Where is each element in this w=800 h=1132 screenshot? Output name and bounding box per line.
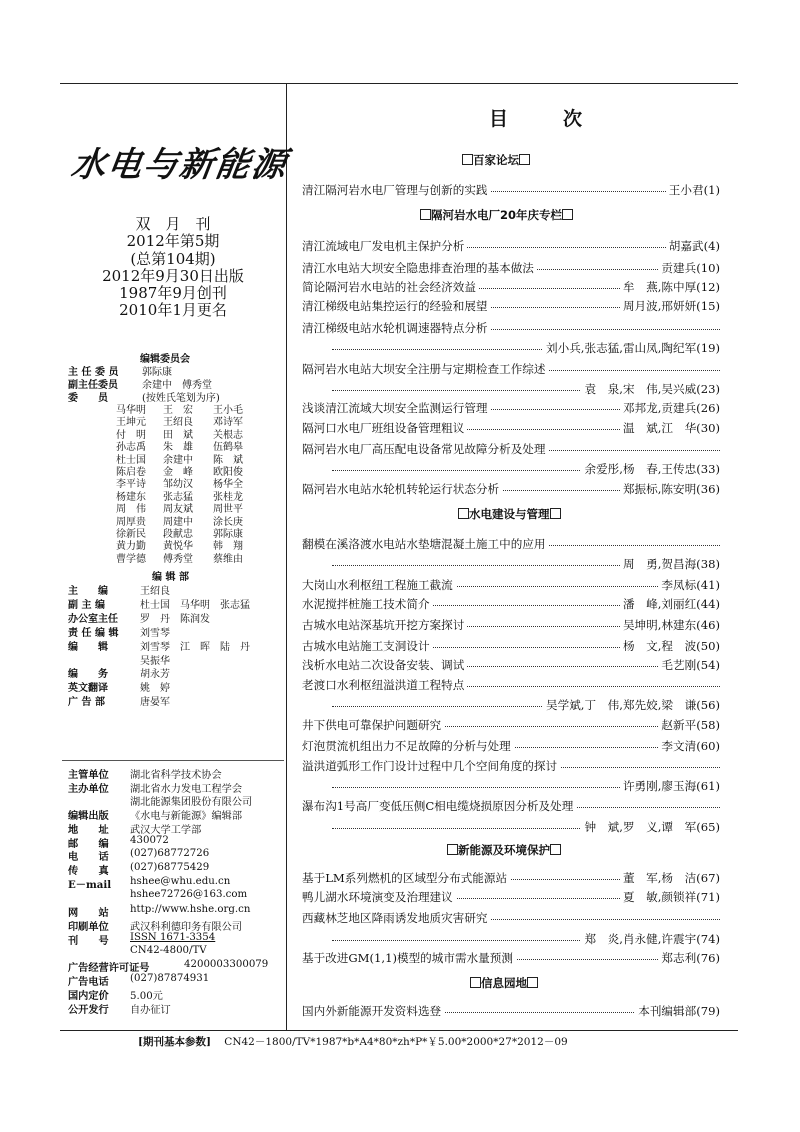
- journal-logo: [68, 137, 291, 185]
- contact-label: 编辑出版: [68, 810, 109, 823]
- parameters-label: [期刊基本参数]: [138, 1036, 211, 1048]
- section-name: 隔河岩水电厂20年庆专栏: [431, 208, 563, 222]
- entry-author-page: 董 军,杨 洁(67): [620, 870, 720, 886]
- member-name: 周厚贵: [116, 516, 146, 528]
- toc-entry[interactable]: [302, 596, 720, 611]
- toc-entry[interactable]: [302, 400, 720, 415]
- toc-entry-authors[interactable]: [302, 697, 720, 712]
- member-name: 王小毛: [213, 405, 243, 416]
- member-name: 涂长庚: [213, 516, 243, 528]
- entry-author-page: 袁 泉,宋 伟,吴兴威(23): [581, 381, 720, 397]
- member-name: 陈 斌: [213, 454, 243, 466]
- member-name: 欧阳俊: [213, 466, 243, 478]
- toc-entry[interactable]: [302, 279, 720, 294]
- bottom-rule: [60, 1030, 738, 1031]
- member-name: 田 斌: [163, 429, 193, 441]
- toc-entry[interactable]: [302, 889, 720, 904]
- member-name: 邓诗军: [213, 417, 243, 429]
- dept-label: 编 辑: [68, 642, 108, 653]
- entry-title: 老渡口水利枢纽溢洪道工程特点: [302, 677, 467, 693]
- toc-entry[interactable]: [302, 298, 720, 313]
- member-row: [116, 517, 284, 529]
- entry-title: 水泥搅拌桩施工技术简介: [302, 596, 433, 612]
- section-name: 信息园地: [481, 976, 527, 990]
- top-rule: [60, 83, 738, 84]
- box-icon: [447, 844, 458, 855]
- toc-entry-authors[interactable]: [302, 556, 720, 571]
- entry-title: 清江水电站大坝安全隐患排查治理的基本做法: [302, 260, 537, 276]
- member-name: 付 明: [116, 429, 146, 441]
- member-name: 余建中: [163, 454, 193, 466]
- member-name: 徐新民: [116, 528, 146, 540]
- dept-value: 姚 婷: [140, 683, 170, 694]
- contact-value: 湖北省水力发电工程学会: [130, 783, 243, 795]
- box-icon: [527, 977, 538, 988]
- entry-title: 隔河岩水电站大坝安全注册与定期检查工作综述: [302, 361, 548, 377]
- email-link[interactable]: hshee72726@163.com: [130, 889, 248, 901]
- member-row: [116, 479, 284, 491]
- dept-value: 刘雪琴 江 晖 陆 丹: [140, 642, 250, 653]
- toc-entry[interactable]: [302, 738, 720, 753]
- toc-section-header: [458, 506, 561, 522]
- member-name: 孙志禹: [116, 442, 146, 454]
- contact-label: 刊 号: [68, 934, 109, 947]
- contact-label: 印刷单位: [68, 921, 109, 933]
- member-name: 蔡维由: [213, 553, 243, 565]
- contact-value: 自办征订: [130, 1004, 171, 1016]
- member-name: 关根志: [213, 429, 243, 441]
- dept-value: 罗 丹 陈润发: [140, 614, 210, 625]
- member-row: [116, 541, 284, 553]
- entry-title: 古城水电站深基坑开挖方案探讨: [302, 617, 467, 633]
- dept-label: 广 告 部: [68, 697, 105, 708]
- member-row: [116, 504, 284, 516]
- contact-value: 5.00元: [130, 990, 163, 1002]
- toc-section-header: [447, 842, 561, 858]
- website-link[interactable]: http://www.hshe.org.cn: [130, 904, 251, 916]
- member-name: 王 宏: [163, 405, 193, 416]
- pub-line: 2012年第5期: [126, 232, 220, 251]
- member-row: [116, 405, 284, 417]
- member-name: 李平诗: [116, 479, 146, 491]
- contact-label: 广告经营许可证号: [68, 962, 150, 975]
- box-icon: [470, 977, 481, 988]
- entry-author-page: 许勇刚,廖玉海(61): [620, 778, 720, 794]
- contact-label: 地 址: [68, 823, 109, 836]
- section-name: 新能源及环境保护: [458, 843, 550, 857]
- entry-author-page: 潘 峰,刘丽红(44): [620, 596, 720, 612]
- entry-title: 清江梯级电站集控运行的经验和展望: [302, 298, 491, 314]
- toc-entry[interactable]: [302, 420, 720, 435]
- entry-author-page: 刘小兵,张志猛,雷山凤,陶纪军(19): [543, 340, 720, 356]
- toc-entry[interactable]: [302, 238, 720, 253]
- parameters-value: CN42－1800/TV*1987*b*A4*80*zh*P*￥5.00*2000*27*2012－09: [224, 1036, 568, 1048]
- logo-text: 水电与新能源: [68, 145, 291, 185]
- entry-title: 古城水电站施工支洞设计: [302, 638, 433, 654]
- toc-entry[interactable]: [302, 617, 720, 632]
- contact-label: 公开发行: [68, 1003, 109, 1016]
- entry-author-page: 郑振标,陈安明(36): [620, 481, 720, 497]
- box-icon: [458, 508, 469, 519]
- member-row: [116, 467, 284, 479]
- dept-label: 编 务: [68, 669, 108, 680]
- entry-title: 清江梯级电站水轮机调速器特点分析: [302, 320, 491, 336]
- toc-entry[interactable]: [302, 798, 720, 813]
- entry-title: 隔河岩水电站水轮机转轮运行状态分析: [302, 481, 502, 497]
- member-name: 周 伟: [116, 504, 146, 516]
- contact-value: (027)68775429: [130, 861, 210, 873]
- toc-title-char: 次: [563, 108, 583, 130]
- member-name: 张桂龙: [213, 491, 243, 503]
- entry-author-page: 李凤标(41): [658, 577, 720, 593]
- section-name: 水电建设与管理: [469, 507, 550, 521]
- contact-label: 国内定价: [68, 989, 109, 1002]
- member-name: 杨建东: [116, 491, 146, 503]
- contact-value: (027)87874931: [130, 973, 210, 985]
- pub-line: 1987年9月创刊: [119, 284, 227, 303]
- member-name: 杜士国: [116, 454, 146, 466]
- entry-author-page: 郑 炎,肖永健,许震宇(74): [581, 931, 720, 947]
- contact-label: 邮 编: [68, 837, 109, 850]
- toc-entry[interactable]: [302, 260, 720, 275]
- entry-author-page: 贡建兵(10): [658, 260, 720, 276]
- dept-value: 唐晏军: [140, 697, 170, 708]
- entry-author-page: 吴坤明,林建东(46): [620, 617, 720, 633]
- member-name: 郭际康: [213, 528, 243, 540]
- entry-title: 井下供电可靠保护问题研究: [302, 717, 444, 733]
- entry-title: 国内外新能源开发资料选登: [302, 1003, 444, 1019]
- member-name: 黄力勤: [116, 541, 146, 553]
- member-name: 王坤元: [116, 417, 146, 429]
- entry-title: 基于改进GM(1,1)模型的城市需水量预测: [302, 950, 516, 966]
- toc-entry[interactable]: [302, 870, 720, 885]
- entry-title: 浅析水电站二次设备安装、调试: [302, 657, 467, 673]
- contact-label: 广告电话: [68, 976, 109, 989]
- member-name: 傅秀堂: [163, 553, 193, 565]
- dept-value: 杜士国 马华明 张志猛: [140, 600, 250, 611]
- publication-info: [70, 216, 276, 320]
- contact-label: 主办单位: [68, 782, 109, 795]
- entry-author-page: 胡嘉武(4): [666, 238, 720, 254]
- contact-value: 湖北省科学技术协会: [130, 770, 222, 781]
- toc-entry-authors[interactable]: [302, 381, 720, 396]
- entry-title: 清江流域电厂发电机主保护分析: [302, 238, 467, 254]
- member-name: 段献忠: [163, 528, 193, 540]
- pub-line: 2012年9月30日出版: [102, 266, 244, 285]
- member-row: [116, 554, 284, 566]
- member-name: 金 峰: [163, 466, 193, 478]
- member-row: [116, 529, 284, 541]
- entry-author-page: 邓邦龙,贡建兵(26): [620, 400, 720, 416]
- contact-label: 主管单位: [68, 769, 109, 781]
- dept-value: 胡永芳: [140, 669, 170, 680]
- member-name: 陈启卷: [116, 466, 146, 478]
- toc-entry[interactable]: [302, 638, 720, 653]
- committee-heading: 编辑委员会: [140, 354, 190, 365]
- entry-title: 浅谈清江流域大坝安全监测运行管理: [302, 400, 491, 416]
- toc-entry[interactable]: [302, 536, 720, 551]
- editorial-dept-heading: 编 辑 部: [152, 572, 189, 583]
- contact-value: 《水电与新能源》编辑部: [130, 811, 243, 823]
- toc-entry[interactable]: [302, 441, 720, 456]
- dept-value: 吴振华: [140, 656, 170, 667]
- member-name: 邹幼汉: [163, 479, 193, 491]
- contact-label: 电 话: [68, 851, 109, 864]
- contact-value: 430072: [130, 834, 169, 846]
- toc-entry[interactable]: [302, 320, 720, 335]
- section-name: 百家论坛: [473, 153, 519, 167]
- box-icon: [562, 209, 573, 220]
- member-name: 黄悦华: [163, 541, 193, 553]
- email-link[interactable]: hshee@whu.edu.cn: [130, 875, 231, 887]
- entry-author-page: 王小君(1): [666, 182, 720, 198]
- box-icon: [420, 209, 431, 220]
- entry-author-page: 李文清(60): [658, 738, 720, 754]
- dept-label: 责 任 编 辑: [68, 628, 119, 639]
- contact-value: 武汉科利德印务有限公司: [130, 922, 243, 933]
- entry-author-page: 杨 文,程 波(50): [620, 638, 720, 654]
- contact-label: 传 真: [68, 864, 109, 877]
- toc-entry[interactable]: [302, 1003, 720, 1018]
- toc-entry-authors[interactable]: [302, 819, 720, 834]
- entry-author-page: 余爱彤,杨 春,王传忠(33): [581, 461, 720, 477]
- dept-label: 主 编: [68, 586, 108, 597]
- toc-entry[interactable]: [302, 657, 720, 672]
- left-separator: [62, 760, 284, 761]
- member-name: 周友斌: [163, 504, 193, 516]
- toc-entry[interactable]: [302, 577, 720, 592]
- member-name: 马华明: [116, 405, 146, 416]
- committee-members: [116, 405, 284, 566]
- entry-author-page: 夏 敏,颜锁祥(71): [620, 889, 720, 905]
- member-name: 张志猛: [163, 491, 193, 503]
- toc-entry[interactable]: [302, 182, 720, 197]
- contact-value: CN42-4800/TV: [130, 945, 207, 957]
- toc-entry[interactable]: [302, 758, 720, 773]
- dept-label: 副 主 编: [68, 600, 105, 611]
- journal-parameters: [138, 1034, 568, 1049]
- entry-title: 鸭儿湖水环境演变及治理建议: [302, 889, 456, 905]
- member-name: 王绍良: [163, 417, 193, 429]
- entry-title: 瀑布沟1号高厂变低压侧C相电缆烧损原因分析及处理: [302, 798, 576, 814]
- pub-line: (总第104期): [130, 249, 216, 268]
- toc-section-header: [420, 207, 573, 223]
- entry-author-page: 温 斌,江 华(30): [620, 420, 720, 436]
- entry-title: 清江隔河岩水电厂管理与创新的实践: [302, 182, 491, 198]
- contact-value: 4200003300079: [184, 959, 269, 971]
- entry-title: 灯泡贯流机组出力不足故障的分析与处理: [302, 738, 514, 754]
- entry-title: 隔河口水电厂班组设备管理粗议: [302, 420, 467, 436]
- entry-author-page: 本刊编辑部(79): [635, 1003, 720, 1019]
- pub-line: 2010年1月更名: [119, 301, 227, 320]
- member-row: [116, 455, 284, 467]
- contact-value: 武汉大学工学部: [130, 824, 202, 836]
- member-name: 伍鹤皋: [213, 442, 243, 454]
- member-row: [116, 492, 284, 504]
- toc-entry[interactable]: [302, 717, 720, 732]
- member-name: 杨华全: [213, 479, 243, 491]
- toc-entry[interactable]: [302, 361, 720, 376]
- member-name: 曹学德: [116, 553, 146, 565]
- entry-title: 基于LM系列燃机的区域型分布式能源站: [302, 870, 510, 886]
- entry-title: 隔河岩水电厂高压配电设备常见故障分析及处理: [302, 441, 548, 457]
- toc-entry-authors[interactable]: [302, 931, 720, 946]
- contact-label: E－mail: [68, 878, 112, 891]
- entry-author-page: 周月波,邢妍妍(15): [620, 298, 720, 314]
- entry-author-page: 郑志利(76): [658, 950, 720, 966]
- entry-author-page: 钟 斌,罗 义,谭 军(65): [581, 819, 720, 835]
- member-name: 韩 翔: [213, 541, 243, 553]
- contact-value: 湖北能源集团股份有限公司: [130, 797, 253, 809]
- contact-value: (027)68772726: [130, 848, 210, 860]
- dept-label: 办公室主任: [68, 614, 118, 625]
- box-icon: [519, 154, 530, 165]
- entry-title: 西藏林芝地区降雨诱发地质灾害研究: [302, 910, 491, 926]
- box-icon: [550, 844, 561, 855]
- contact-value: ISSN 1671-3354: [130, 931, 216, 943]
- dept-label: 英文翻译: [68, 683, 108, 694]
- toc-entry-authors[interactable]: [302, 340, 720, 355]
- toc-section-header: [462, 152, 530, 168]
- entry-title: 溢洪道弧形工作门设计过程中几个空间角度的探讨: [302, 758, 560, 774]
- member-name: 周建中: [163, 516, 193, 528]
- column-divider: [286, 83, 287, 1030]
- entry-title: 大岗山水利枢纽工程施工截流: [302, 577, 456, 593]
- toc-entry[interactable]: [302, 950, 720, 965]
- box-icon: [550, 508, 561, 519]
- member-row: [116, 430, 284, 442]
- toc-entry-authors[interactable]: [302, 461, 720, 476]
- entry-author-page: 周 勇,贺昌海(38): [620, 556, 720, 572]
- entry-author-page: 牟 燕,陈中厚(12): [620, 279, 720, 295]
- dept-value: 刘雪琴: [140, 628, 170, 639]
- entry-title: 简论隔河岩水电站的社会经济效益: [302, 279, 479, 295]
- dept-value: 王绍良: [140, 586, 170, 597]
- member-row: [116, 442, 284, 454]
- member-name: 朱 雄: [163, 442, 193, 454]
- toc-section-header: [470, 975, 538, 991]
- member-row: [116, 417, 284, 429]
- member-name: 周世平: [213, 504, 243, 516]
- toc-entry[interactable]: [302, 910, 720, 925]
- contact-label: 网 站: [68, 907, 109, 920]
- toc-entry[interactable]: [302, 481, 720, 496]
- toc-entry-authors[interactable]: [302, 778, 720, 793]
- box-icon: [462, 154, 473, 165]
- toc-title-char: 目: [489, 108, 509, 130]
- toc-entry[interactable]: [302, 677, 720, 692]
- entry-author-page: 吴学斌,丁 伟,郑先姣,梁 谦(56): [543, 697, 720, 713]
- entry-author-page: 毛艺刚(54): [658, 657, 720, 673]
- entry-title: 翻模在溪洛渡水电站水垫塘混凝土施工中的应用: [302, 536, 548, 552]
- entry-author-page: 赵新平(58): [658, 717, 720, 733]
- pub-line: 双 月 刊: [135, 215, 211, 233]
